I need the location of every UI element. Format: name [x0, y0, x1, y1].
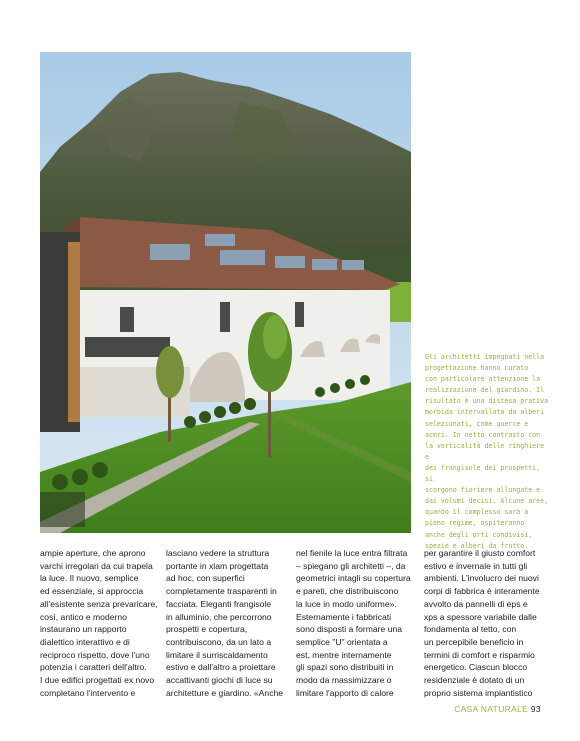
body-line: fondamenta al tetto, con: [424, 624, 517, 635]
body-line: Esternamente i fabbricati: [296, 611, 392, 622]
body-line: nel fienile la luce entra filtrata: [296, 548, 408, 558]
body-line: limitare l'apporto di calore: [296, 687, 394, 698]
text-column-4: [424, 547, 540, 699]
page-footer: [454, 704, 541, 714]
magazine-name: CASA NATURALE: [454, 704, 529, 714]
body-line: xps a spessore variabile dalle: [424, 611, 537, 622]
body-line: estivo e invernale in tutti gli: [424, 560, 528, 571]
page-number: 93: [530, 704, 541, 714]
building-photo: [40, 52, 411, 533]
body-line: energetico. Ciascun blocco: [424, 662, 528, 673]
body-line: proprio sistema impiantistico: [424, 687, 533, 698]
body-line: – spiegano gli architetti –, da: [296, 560, 406, 571]
text-column-2: [166, 547, 283, 699]
caption-line: Gli architetti impegnati nella: [425, 353, 545, 361]
body-line: modo da massimizzare o: [296, 675, 392, 686]
caption-line: aceri. In netto contrasto con: [425, 430, 541, 439]
body-line: reciproco rispetto, dove l'uno: [40, 649, 150, 660]
text-column-1: [40, 547, 158, 699]
caption-line: progettazione hanno curato: [425, 364, 529, 373]
body-line: e pareti, che distribuiscono: [296, 586, 399, 597]
body-line: un percepibile beneficio in: [424, 636, 524, 647]
body-line: sono disposti a formare una: [296, 624, 403, 635]
body-line: contribuiscono, da un lato a: [166, 636, 272, 647]
body-line: termini di comfort e risparmio: [424, 649, 535, 660]
body-line: ad hoc, con superfici: [166, 573, 245, 584]
caption-line: scorgono fioriere allungate e: [425, 486, 541, 495]
building-photo-illustration: [40, 52, 411, 533]
body-line: completamente trasparenti in: [166, 586, 277, 597]
caption-line: con particolare attenzione la: [425, 375, 541, 384]
caption-line: risultato è una distesa prativa: [425, 397, 549, 406]
body-line: varchi irregolari da cui trapela: [40, 560, 153, 571]
body-line: geometrici intagli su copertura: [296, 573, 411, 584]
body-line: dialettico interattivo e di: [40, 636, 130, 647]
caption-line: morbida intervallata da alberi: [425, 408, 545, 417]
caption-line: quando il complesso sarà a: [425, 508, 529, 517]
text-column-3: [296, 547, 411, 699]
body-line: avvolto da pannelli di eps e: [424, 598, 528, 609]
body-line: est, mentre internamente: [296, 649, 392, 660]
body-line: ampie aperture, che aprono: [40, 548, 146, 558]
caption-line: dai volumi decisi. Alcune aree,: [425, 497, 549, 506]
body-line: in alluminio, che percorrono: [166, 611, 272, 622]
photo-caption: [425, 352, 551, 552]
body-line: all'esistente senza prevaricare,: [40, 598, 158, 609]
body-line: ed essenziale, si approccia: [40, 586, 144, 597]
body-line: la luce. Il nuovo, semplice: [40, 573, 139, 584]
caption-line: spezie e alberi da frutto.: [425, 541, 529, 550]
body-line: instaurano un rapporto: [40, 624, 127, 635]
caption-line: selezionati, come querce e: [425, 419, 529, 428]
body-line: architetture e giardino. «Anche: [166, 687, 284, 698]
caption-line: dei frangisole dei prospetti, si: [425, 463, 541, 484]
body-line: la luce in modo uniforme».: [296, 598, 397, 609]
caption-line: la verticalità delle ringhiere e: [425, 441, 545, 461]
caption-line: realizzazione del giardino. Il: [425, 386, 545, 395]
body-line: lasciano vedere la struttura: [166, 548, 270, 558]
body-line: residenziale è dotato di un: [424, 675, 525, 686]
body-line: I due edifici progettati ex novo: [40, 675, 155, 686]
caption-line: pieno regime, ospiteranno: [425, 519, 525, 528]
body-line: accattivanti giochi di luce su: [166, 675, 273, 686]
body-line: corpi di fabbrica è interamente: [424, 586, 540, 597]
body-line: completano l'intervento e: [40, 687, 136, 698]
body-line: gli spazi sono distribuiti in: [296, 662, 394, 673]
body-line: potenzia i caratteri dell'altro.: [40, 662, 147, 673]
caption-line: anche degli orti condivisi,: [425, 530, 533, 539]
body-line: per garantire il giusto comfort: [424, 548, 536, 558]
body-line: ambienti. L'involucro dei nuovi: [424, 573, 539, 584]
body-line: così, antico e moderno: [40, 611, 127, 622]
body-line: semplice "U" orientata a: [296, 636, 388, 647]
body-line: facciata. Eleganti frangisole: [166, 598, 272, 609]
body-line: estivo e dall'altro a proiettare: [166, 662, 276, 673]
body-line: limitare il surriscaldamento: [166, 649, 268, 660]
body-line: prospetti e copertura,: [166, 624, 248, 635]
body-line: portante in xlam progettata: [166, 560, 269, 571]
